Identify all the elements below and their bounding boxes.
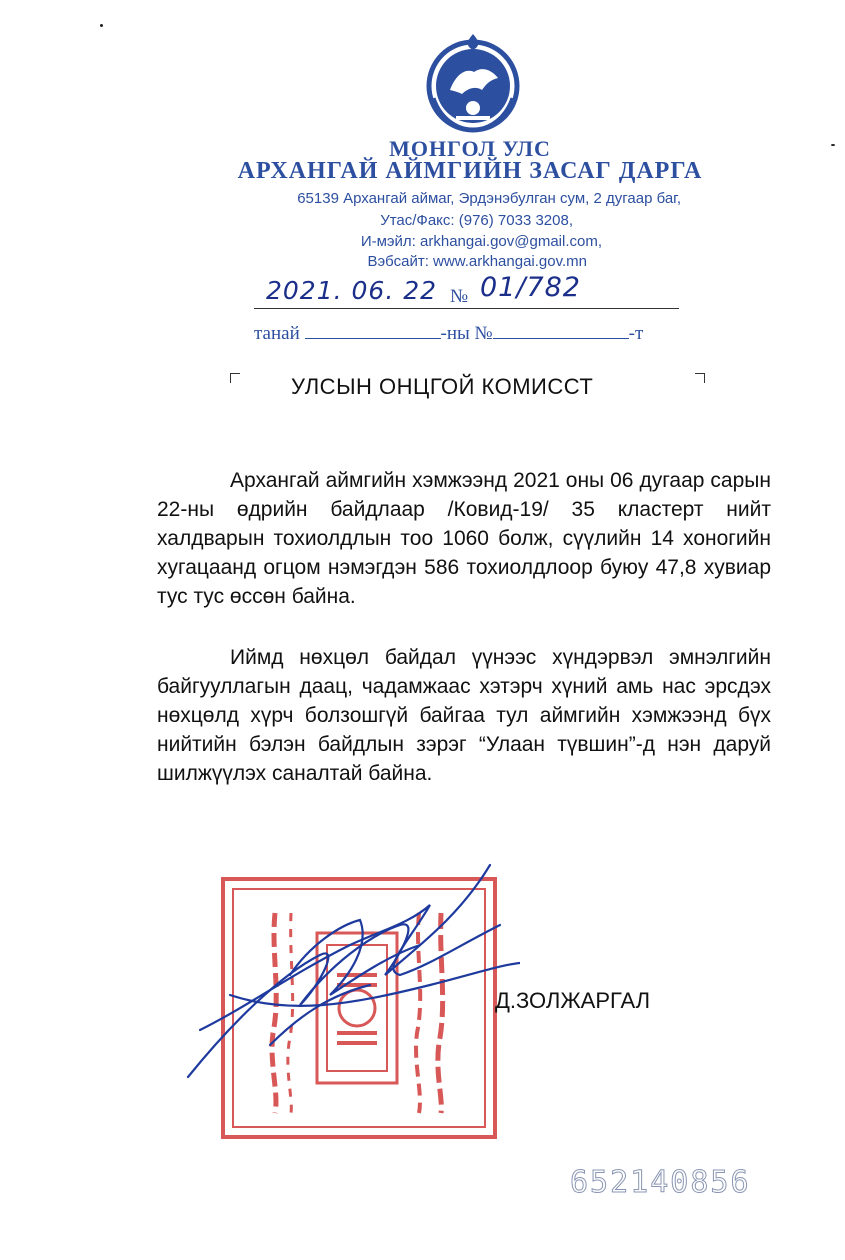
address: 65139 Архангай аймаг, Эрдэнэбулган сум, 2 дугаар баг, (297, 190, 681, 207)
website: Вэбсайт: www.arkhangai.gov.mn (367, 253, 587, 270)
state-emblem-icon (418, 28, 528, 140)
date-number-underline (254, 308, 679, 309)
scan-speck (831, 144, 835, 146)
ref-prefix: танай (254, 323, 300, 344)
address-corner-left (230, 373, 240, 383)
ref-suffix: -т (628, 323, 644, 344)
office-name: АРХАНГАЙ АЙМГИЙН ЗАСАГ ДАРГА (237, 158, 703, 184)
reference-line (254, 322, 694, 345)
document-serial: 652140856 (570, 1165, 751, 1200)
signer-name: Д.ЗОЛЖАРГАЛ (495, 988, 651, 1013)
country-name: МОНГОЛ УЛС (389, 136, 551, 161)
letter-date: 2021. 06. 22 (266, 276, 438, 305)
ref-number-blank (493, 322, 629, 339)
address-corner-right (695, 373, 705, 383)
ref-middle: -ны № (440, 323, 493, 344)
body-paragraph-1: Архангай аймгийн хэмжээнд 2021 оны 06 дугаар сарын 22-ны өдрийн байдлаар /Ковид-19/ 35 кластерт нийт халдварын тохиолдлын тоо 1060 болж, сүүлийн 14 хоногийн хугацаанд огцом нэмэгдэн 586 тохиолдлоор буюу 47,8 хувиар тус тус өссөн байна. (157, 469, 771, 608)
ref-date-blank (305, 322, 441, 339)
email: И-мэйл: arkhangai.gov@gmail.com, (360, 233, 602, 250)
recipient: УЛСЫН ОНЦГОЙ КОМИССТ (291, 374, 594, 399)
handwritten-signature (170, 845, 520, 1095)
scan-speck (100, 24, 103, 27)
body-paragraph-2: Иймд нөхцөл байдал үүнээс хүндэрвэл эмнэлгийн байгууллагын даац, чадамжаас хэтэрч хүний амь нас эрсдэх нөхцөлд хүрч болзошгүй байгаа тул аймгийн хэмжээнд бүх нийтийн бэлэн байдлын зэрэг “Улаан түвшин”-д нэн даруй шилжүүлэх саналтай байна. (157, 646, 771, 785)
phone: Утас/Факс: (976) 7033 3208, (380, 212, 573, 229)
letter-number: 01/782 (480, 272, 581, 303)
number-label: № (450, 286, 469, 307)
